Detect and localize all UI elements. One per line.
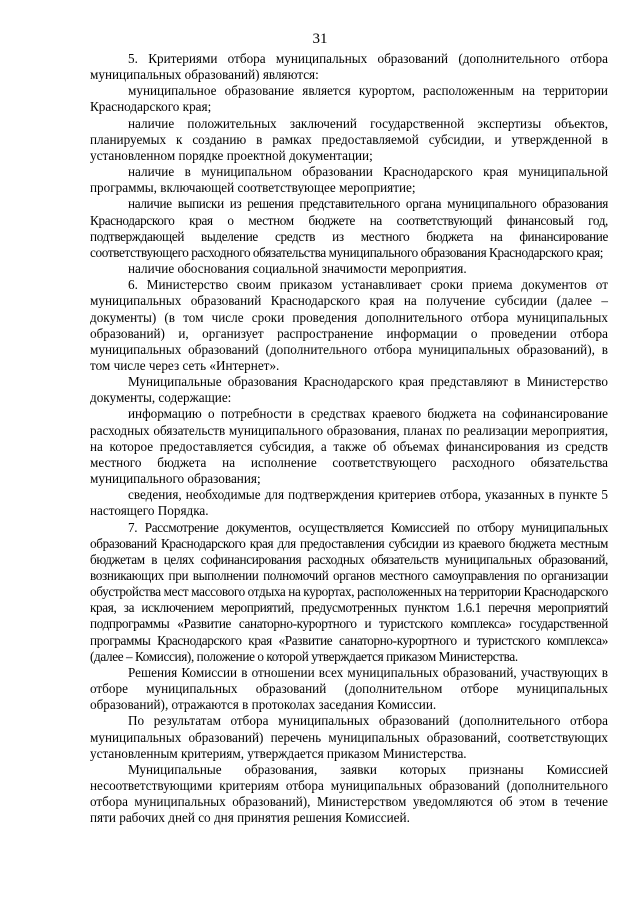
paragraph-documents-intro: Муниципальные образования Краснодарского края представляют в Министерство документы, содержащие:: [90, 374, 608, 406]
paragraph-criterion-program: наличие в муниципальном образовании Краснодарского края муниципальной программы, включающей соответствующее мероприятие;: [90, 164, 608, 196]
paragraph-documents-criteria-info: сведения, необходимые для подтверждения критериев отбора, указанных в пункте 5 настоящего Порядка.: [90, 487, 608, 519]
paragraph-ministry-deadlines: 6. Министерство своим приказом устанавливает сроки приема документов от муниципальных образований Краснодарского края на получение субсидии (далее – документы) (в том числе сроки проведения дополнительного отбора муниципальных образований) и, организует распространение информации о проведении отбора муниципальных образований (дополнительного отбора муниципальных образований), в том числе через сеть «Интернет».: [90, 277, 608, 373]
paragraph-criterion-budget-extract: наличие выписки из решения представительного органа муниципального образования Краснодарского края о местном бюджете на соответствующий финансовый год, подтверждающей выделение средств из местного бюджета на финансирование соответствующего расходного обязательства муниципального образования Краснодарского края;: [90, 196, 608, 260]
paragraph-criterion-expertise: наличие положительных заключений государственной экспертизы объектов, планируемых к созданию в рамках предоставляемой субсидии, и утвержденной в установленном порядке проектной документации;: [90, 115, 608, 163]
paragraph-rejection-notice: Муниципальные образования, заявки которых признаны Комиссией несоответствующими критериям отбора муниципальных образований (дополнительного отбора муниципальных образований), Министерством уведомляются об этом в течение пяти рабочих дней со дня принятия решения Комиссией.: [90, 761, 608, 826]
paragraph-commission-decisions: Решения Комиссии в отношении всех муниципальных образований, участвующих в отборе муниципальных образований (дополнительном отборе муниципальных образований), отражаются в протоколах заседания Комиссии.: [90, 664, 608, 713]
paragraph-documents-funding-info: информацию о потребности в средствах краевого бюджета на софинансирование расходных обязательств муниципального образования, планах по реализации мероприятия, на которое предоставляется субсидия, а также об объемах финансирования из средств местного бюджета на исполнение соответствующего расходного обязательства муниципального образования;: [90, 406, 608, 487]
paragraph-criterion-significance: наличие обоснования социальной значимости мероприятия.: [128, 261, 467, 277]
paragraph-criterion-resort: муниципальное образование является курортом, расположенным на территории Краснодарского края;: [90, 83, 608, 115]
paragraph-commission-review: 7. Рассмотрение документов, осуществляется Комиссией по отбору муниципальных образований Краснодарского края для предоставления субсидии из краевого бюджета местным бюджетам в целях софинансирования расходных обязательств муниципальных образований, возникающих при выполнении полномочий органов местного самоуправления по организации обустройства мест массового отдыха на курортах, расположенных на территории Краснодарского края, за исключением мероприятий, предусмотренных пунктом 1.6.1 перечня мероприятий подпрограммы «Развитие санаторно-курортного и туристского комплекса» государственной программы Краснодарского края «Развитие санаторно-курортного и туристского комплекса» (далее – Комиссия), положение о которой утверждается приказом Министерства.: [90, 519, 608, 664]
paragraph-selection-results: По результатам отбора муниципальных образований (дополнительного отбора муниципальных образований) перечень муниципальных образований, соответствующих установленным критериям, утверждается приказом Министерства.: [90, 713, 608, 761]
page-number: 31: [312, 31, 328, 47]
paragraph-criteria-intro: 5. Критериями отбора муниципальных образований (дополнительного отбора муниципальных образований) являются:: [90, 51, 608, 83]
document-body: [90, 51, 608, 827]
